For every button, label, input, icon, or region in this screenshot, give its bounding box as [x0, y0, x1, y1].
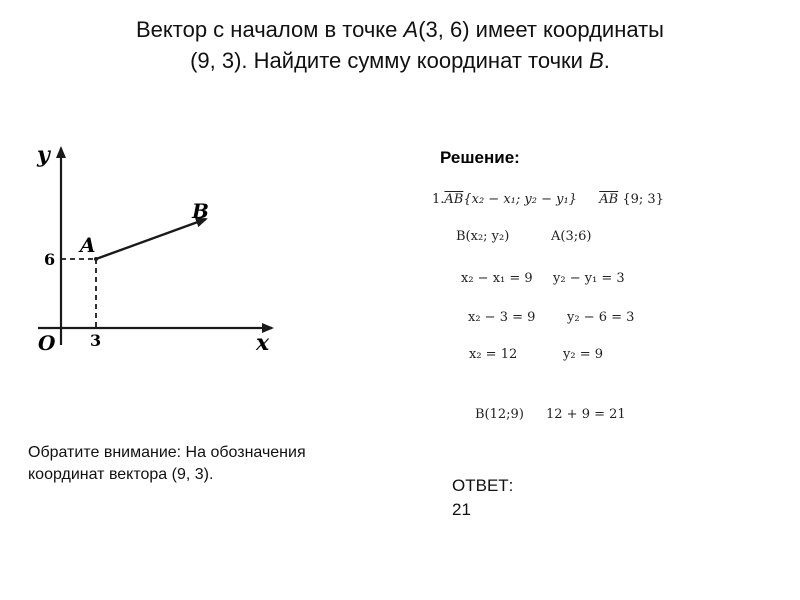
vector-ab — [96, 219, 206, 259]
tick-label-x-3: 3 — [90, 331, 102, 350]
solution-heading: Решение: — [440, 148, 520, 167]
step1-vector: $\overline{AB}$ — [444, 192, 464, 207]
result-sum: 12 + 9 = 21 — [546, 407, 626, 422]
y-axis-label: y — [37, 142, 50, 168]
note-line-1: Обратите внимание: На обозначения — [28, 444, 306, 461]
answer-value: 21 — [452, 500, 471, 519]
problem-text-1: Вектор с началом в точке — [135, 17, 404, 42]
solution-step-1 — [432, 192, 664, 207]
solution-a-point: A(3;6) — [551, 229, 592, 244]
answer — [452, 474, 513, 522]
x-axis-label: x — [256, 330, 270, 356]
step1-formula: {x₂ − x₁; y₂ − y₁} — [463, 192, 577, 207]
tick-label-y-6: 6 — [44, 250, 56, 269]
equation-x-3: x₂ = 12 — [469, 347, 518, 362]
equation-y-1: y₂ − y₁ = 3 — [553, 271, 625, 286]
note — [28, 442, 408, 486]
equation-y-2: y₂ − 6 = 3 — [567, 310, 635, 325]
problem-text-4: . — [603, 48, 610, 73]
point-b-label: B — [192, 199, 209, 223]
equation-x-1: x₂ − x₁ = 9 — [461, 271, 533, 286]
problem-text-2: (3, 6) имеет координаты — [418, 17, 664, 42]
origin-label: O — [38, 331, 56, 355]
solution-b-point: B(x₂; y₂) — [456, 229, 510, 244]
problem-point-a: A — [403, 17, 419, 42]
note-line-2: координат вектора (9, 3). — [28, 466, 214, 483]
result-point: B(12;9) — [475, 407, 524, 422]
step1-prefix: 1. — [432, 192, 445, 207]
point-a-label: A — [80, 233, 96, 257]
equation-y-3: y₂ = 9 — [563, 347, 603, 362]
step1-vector-2: $\overline{AB}$ — [599, 192, 619, 207]
step1-coords: {9; 3} — [622, 192, 664, 207]
point-a-dot — [94, 257, 98, 261]
equation-x-2: x₂ − 3 = 9 — [468, 310, 536, 325]
problem-text-3: (9, 3). Найдите сумму координат точки — [190, 48, 590, 73]
problem-point-b: B — [589, 48, 604, 73]
answer-label: ОТВЕТ: — [452, 476, 514, 495]
